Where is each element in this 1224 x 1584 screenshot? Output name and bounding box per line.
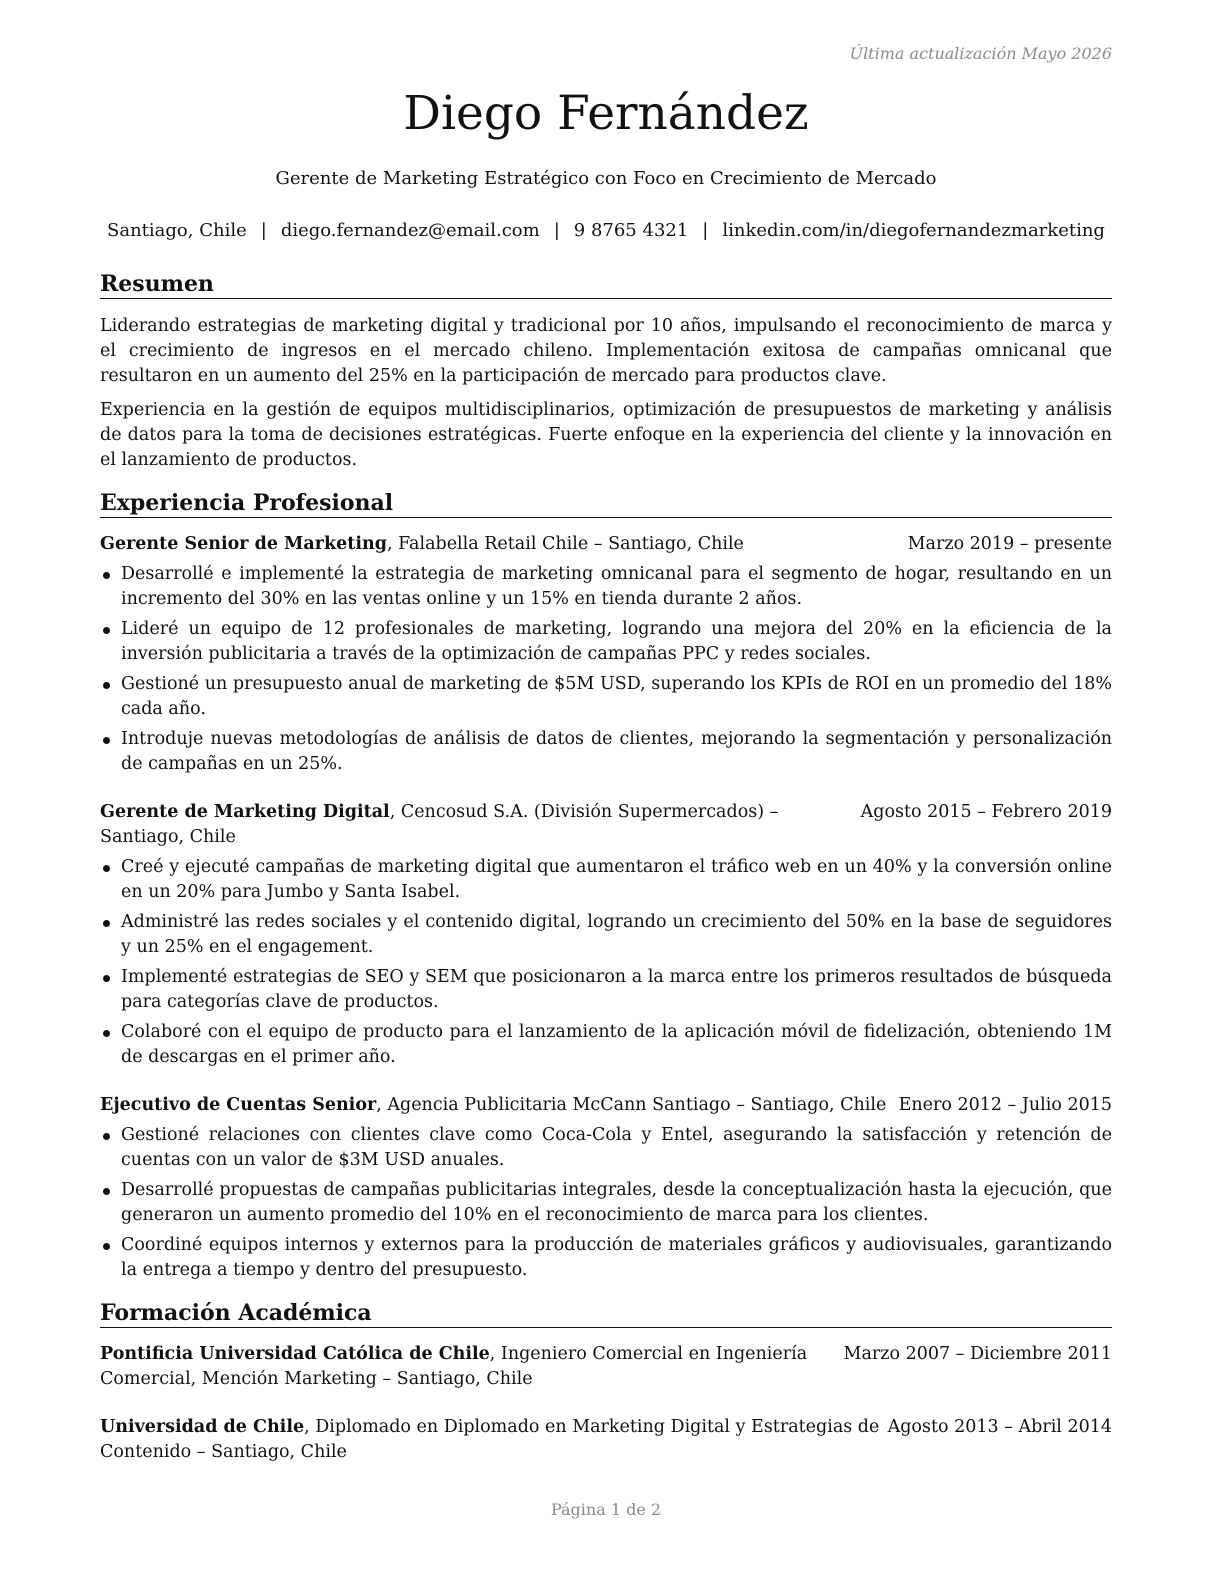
headline: Gerente de Marketing Estratégico con Foco en Crecimiento de Mercado (275, 168, 937, 189)
section-title-experience: Experiencia Profesional (100, 489, 1112, 518)
bullet-text: Coordiné equipos internos y externos para la producción de materiales gráficos y audiovisuales, garantizando la entrega a tiempo y dentro del presupuesto. (121, 1235, 1112, 1280)
bullet-text: Lideré un equipo de 12 profesionales de marketing, logrando una mejora del 20% en la eficiencia de la inversión publicitaria a través de la optimización de campañas PPC y redes sociales. (121, 619, 1112, 664)
job-company: , Agencia Publicitaria McCann Santiago – Santiago, Chile (376, 1095, 887, 1115)
job-role: Gerente Senior de Marketing (100, 534, 387, 554)
section-title-education: Formación Académica (100, 1299, 1112, 1328)
list-item (100, 965, 1112, 1015)
job-company: , Cencosud S.A. (División Supermercados) – Santiago, Chile (100, 802, 779, 847)
list-item (100, 727, 1112, 777)
bullet-text: Colaboré con el equipo de producto para el lanzamiento de la aplicación móvil de fidelización, obteniendo 1M de descargas en el primer año. (121, 1022, 1112, 1067)
list-item (100, 1178, 1112, 1228)
section-title-summary: Resumen (100, 270, 1112, 299)
list-item (100, 1123, 1112, 1173)
separator: | (553, 220, 560, 241)
job-bullets (100, 562, 1112, 782)
job-header (100, 1093, 1112, 1118)
bullet-text: Introduje nuevas metodologías de análisis de datos de clientes, mejorando la segmentación y personalización de campañas en un 25%. (121, 729, 1112, 774)
bullet-text: Gestioné un presupuesto anual de marketing de $5M USD, superando los KPIs de ROI en un promedio del 18% cada año. (121, 674, 1112, 719)
email-link[interactable]: diego.fernandez@email.com (280, 220, 540, 241)
bullet-icon (103, 1030, 110, 1037)
bullet-text: Desarrollé e implementé la estrategia de marketing omnicanal para el segmento de hogar, resultando en un incremento del 30% en las ventas online y un 15% en tienda durante 2 años. (121, 564, 1112, 609)
education-dates: Agosto 2013 – Abril 2014 (887, 1417, 1112, 1437)
separator: | (702, 220, 709, 241)
education-item (100, 1415, 1112, 1465)
bullet-icon (103, 865, 110, 872)
list-item (100, 1233, 1112, 1283)
job-dates: Agosto 2015 – Febrero 2019 (860, 802, 1112, 822)
location: Santiago, Chile (107, 220, 247, 241)
list-item (100, 562, 1112, 612)
bullet-icon (103, 572, 110, 579)
bullet-text: Gestioné relaciones con clientes clave como Coca-Cola y Entel, asegurando la satisfacción y retención de cuentas con un valor de $3M USD anuales. (121, 1125, 1112, 1170)
last-updated: Última actualización Mayo 2026 (849, 44, 1112, 63)
bullet-icon (103, 1188, 110, 1195)
list-item (100, 855, 1112, 905)
bullet-icon (103, 627, 110, 634)
summary-paragraph: Liderando estrategias de marketing digital y tradicional por 10 años, impulsando el reconocimiento de marca y el crecimiento de ingresos en el mercado chileno. Implementación exitosa de campañas omnicanal que resultaron en un aumento del 25% en la participación de mercado para productos clave. (100, 316, 1112, 386)
contact-line (100, 219, 1112, 243)
education-dates: Marzo 2007 – Diciembre 2011 (843, 1344, 1112, 1364)
linkedin-link[interactable]: linkedin.com/in/diegofernandezmarketing (722, 220, 1105, 241)
job-bullets (100, 855, 1112, 1075)
phone: 9 8765 4321 (573, 220, 689, 241)
degree-detail: , Ingeniero Comercial en Ingeniería Comercial, Mención Marketing – Santiago, Chile (100, 1344, 808, 1389)
bullet-icon (103, 975, 110, 982)
job-header (100, 800, 1112, 850)
separator: | (260, 220, 267, 241)
degree-detail: , Diplomado en Diplomado en Marketing Digital y Estrategias de Contenido – Santiago, Chile (100, 1417, 880, 1462)
list-item (100, 672, 1112, 722)
candidate-name: Diego Fernández (403, 86, 809, 141)
bullet-text: Administré las redes sociales y el contenido digital, logrando un crecimiento del 50% en la base de seguidores y un 25% en el engagement. (121, 912, 1112, 957)
bullet-icon (103, 1243, 110, 1250)
list-item (100, 910, 1112, 960)
bullet-icon (103, 1133, 110, 1140)
summary-paragraph: Experiencia en la gestión de equipos multidisciplinarios, optimización de presupuestos de marketing y análisis de datos para la toma de decisiones estratégicas. Fuerte enfoque en la experiencia del cliente y la innovación en el lanzamiento de productos. (100, 400, 1112, 470)
bullet-text: Desarrollé propuestas de campañas publicitarias integrales, desde la conceptualización hasta la ejecución, que generaron un aumento promedio del 10% en el reconocimiento de marca para los clientes. (121, 1180, 1112, 1225)
job-bullets (100, 1123, 1112, 1288)
page-number: Página 1 de 2 (550, 1500, 662, 1519)
job-role: Gerente de Marketing Digital (100, 802, 390, 822)
bullet-icon (103, 737, 110, 744)
bullet-icon (103, 920, 110, 927)
job-company: , Falabella Retail Chile – Santiago, Chile (386, 534, 744, 554)
education-item (100, 1342, 1112, 1392)
job-role: Ejecutivo de Cuentas Senior (100, 1095, 377, 1115)
school-name: Universidad de Chile (100, 1417, 305, 1437)
list-item (100, 1020, 1112, 1070)
job-dates: Marzo 2019 – presente (907, 534, 1112, 554)
job-header (100, 532, 1112, 557)
bullet-text: Creé y ejecuté campañas de marketing digital que aumentaron el tráfico web en un 40% y la conversión online en un 20% para Jumbo y Santa Isabel. (121, 857, 1112, 902)
bullet-icon (103, 682, 110, 689)
school-name: Pontificia Universidad Católica de Chile (100, 1344, 490, 1364)
job-dates: Enero 2012 – Julio 2015 (898, 1095, 1112, 1115)
list-item (100, 617, 1112, 667)
bullet-text: Implementé estrategias de SEO y SEM que posicionaron a la marca entre los primeros resultados de búsqueda para categorías clave de productos. (121, 967, 1112, 1012)
